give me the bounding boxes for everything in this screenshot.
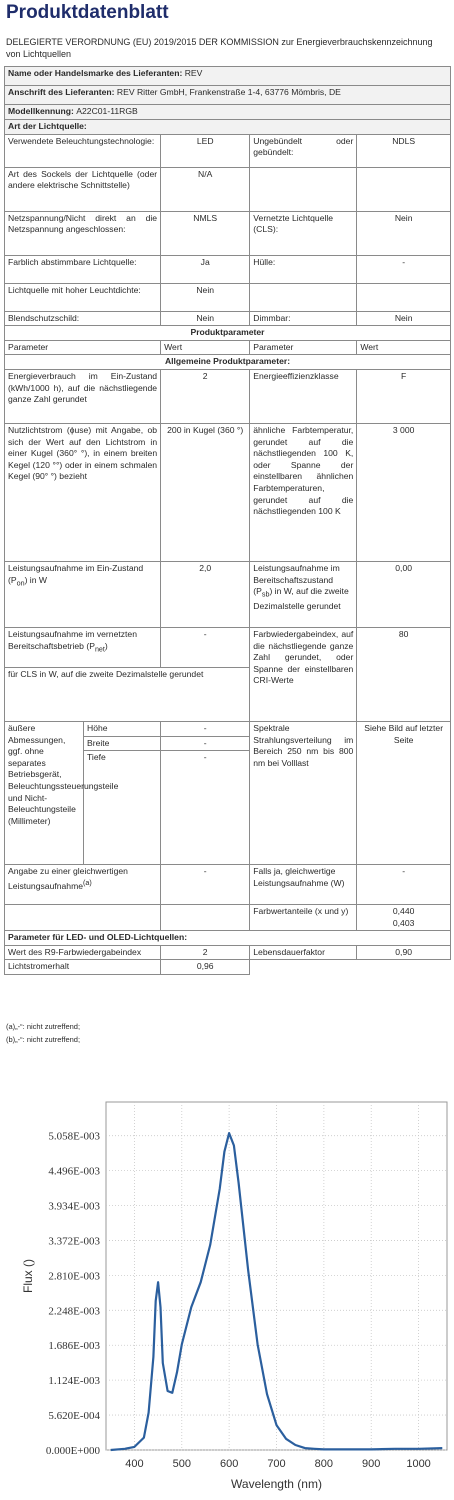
supplier-label: Name oder Handelsmarke des Lieferanten: [8, 68, 183, 78]
lt-row [5, 283, 451, 311]
lt-label: Verwendete Beleuchtungstechnologie: [5, 134, 161, 167]
footnote-b: (b)„-“: nicht zutreffend; [6, 1035, 81, 1044]
equivalent-power-value: - [161, 864, 250, 904]
lt-value: N/A [161, 167, 250, 211]
address-label: Anschrift des Lieferanten: [8, 87, 115, 97]
lighttype-header-row [5, 120, 451, 135]
empty-cell [5, 904, 161, 930]
product-params-header-row [5, 326, 451, 341]
lifetime-factor-value: 0,90 [357, 945, 451, 960]
lt-label: Hülle: [250, 255, 357, 283]
product-params-header: Produktparameter [5, 326, 451, 341]
dim-width-label: Breite [84, 737, 160, 752]
lt-label: Lichtquelle mit hoher Leuchtdichte: [5, 283, 161, 311]
power-network-value: - [161, 627, 250, 667]
lt-label [250, 167, 357, 211]
general-params-header: Allgemeine Produktparameter: [5, 355, 451, 370]
lt-label: Blendschutzschild: [5, 311, 161, 326]
lt-row [5, 311, 451, 326]
lt-row [5, 255, 451, 283]
power-on-value: 2,0 [161, 561, 250, 627]
lt-value: LED [161, 134, 250, 167]
supplier-value: REV [184, 68, 203, 78]
dim-height-value: - [161, 722, 249, 737]
lt-row [5, 134, 451, 167]
x-tick-label: 800 [314, 1458, 334, 1470]
useful-flux-value: 200 in Kugel (360 °) [161, 423, 250, 561]
power-on-label: Leistungsaufnahme im Ein-Zustand $(P_{on})$ in W [5, 561, 161, 627]
lt-label: Farblich abstimmbare Lichtquelle: [5, 255, 161, 283]
x-axis-label: Wavelength (nm) [231, 1477, 322, 1491]
equivalent-power-label: Angabe zu einer gleichwertigen Leistungsaufnahme$^{(a)}$ [5, 864, 161, 904]
model-row [5, 105, 451, 120]
y-tick-label: 0.000E+000 [45, 1445, 100, 1457]
dim-width-value: - [161, 737, 249, 752]
spectral-value: Siehe Bild auf letzter Seite [357, 721, 451, 864]
y-tick-label: 2.810E-003 [48, 1270, 100, 1283]
equivalent-watt-value: - [357, 864, 451, 904]
r9-value: 2 [161, 945, 250, 960]
energy-consumption-label: Energieverbrauch im Ein-Zustand (kWh/1000 h), auf die nächstliegende ganze Zahl gerundet [5, 369, 161, 423]
dimensions-label: äußere Abmessungen, ggf. ohne separates Betriebsgerät, Beleuchtungssteuerungsteile und Nicht-Beleuchtungsteile (Millimeter) [5, 722, 84, 864]
x-tick-label: 600 [219, 1458, 239, 1470]
energy-class-value: F [357, 369, 451, 423]
y-tick-label: 3.372E-003 [48, 1235, 100, 1248]
lt-value [357, 283, 451, 311]
lt-row [5, 167, 451, 211]
cri-label: Farbwiedergabeindex, auf die nächstliegende ganze Zahl gerundet, oder Spanne der einstellbaren CRI-Werte [250, 627, 357, 721]
dim-depth-label: Tiefe [87, 752, 106, 763]
product-datasheet-table [4, 66, 451, 975]
x-tick-label: 1000 [406, 1458, 431, 1470]
power-network-label: Leistungsaufnahme im vernetzten Bereitschaftsbetrieb $(P_{net})$ [5, 627, 161, 667]
lt-label: Art des Sockels der Lichtquelle (oder andere elektrische Schnittstelle) [5, 167, 161, 211]
lighttype-header: Art der Lichtquelle: [5, 120, 451, 135]
power-standby-value: 0,00 [357, 561, 451, 627]
model-value: A22C01-11RGB [76, 106, 138, 116]
lt-value [357, 167, 451, 211]
address-value: REV Ritter GmbH, Frankenstraße 1-4, 63776 Mömbris, DE [116, 87, 341, 97]
flux-maintenance-value: 0,96 [161, 960, 250, 975]
power-standby-label: Leistungsaufnahme im Bereitschaftszustand $(P_{sb})$ in W, auf die zweite Dezimalstelle gerundet [250, 561, 357, 627]
lt-value: Nein [161, 283, 250, 311]
footnote-a: (a)„-“: nicht zutreffend; [6, 1022, 81, 1031]
energy-row [5, 369, 451, 423]
x-tick-label: 700 [267, 1458, 286, 1470]
lifetime-factor-label: Lebensdauerfaktor [250, 945, 357, 960]
power-network-continuation: für CLS in W, auf die zweite Dezimalstelle gerundet [5, 667, 250, 721]
y-tick-label: 4.496E-003 [48, 1165, 100, 1178]
col-param-header: Parameter [250, 340, 357, 355]
r9-label: Wert des R9-Farbwiedergabeindex [5, 945, 161, 960]
lt-row [5, 211, 451, 255]
lt-label [250, 283, 357, 311]
lt-label: Ungebündelt oder gebündelt: [250, 134, 357, 167]
x-tick-label: 400 [125, 1458, 144, 1470]
lt-value: - [357, 255, 451, 283]
led-row [5, 945, 451, 960]
lt-value: Nein [357, 311, 451, 326]
dimensions-block [5, 721, 161, 864]
y-tick-label: 1.124E-003 [48, 1375, 100, 1388]
flux-maintenance-label: Lichtstromerhalt [5, 960, 161, 975]
equiv-row [5, 864, 451, 904]
supplier-row [5, 67, 451, 86]
col-param-header: Parameter [5, 340, 161, 355]
cct-label: ähnliche Farbtemperatur, gerundet auf die nächstliegenden 100 K, oder Spanne der einstellbaren ähnlichen Farbtemperaturen, gerundet auf die nächstliegenden 100 K [250, 423, 357, 561]
col-value-header: Wert [161, 340, 250, 355]
led-params-header: Parameter für LED- und OLED-Lichtquellen: [5, 931, 451, 946]
y-tick-label: 1.686E-003 [48, 1340, 100, 1353]
y-tick-label: 2.248E-003 [48, 1305, 100, 1318]
empty-cell [161, 904, 250, 930]
lt-value: Nein [357, 211, 451, 255]
lt-value: Nein [161, 311, 250, 326]
footnotes [6, 1020, 80, 1046]
dim-height-label: Höhe [84, 722, 160, 737]
model-label: Modellkennung: [8, 106, 74, 116]
column-header-row [5, 340, 451, 355]
y-axis-label: Flux () [21, 1259, 35, 1293]
energy-class-label: Energieeffizienzklasse [250, 369, 357, 423]
equivalent-watt-label: Falls ja, gleichwertige Leistungsaufnahme (W) [250, 864, 357, 904]
y-tick-label: 3.934E-003 [48, 1200, 100, 1213]
empty-cell [250, 960, 357, 975]
chromaticity-label: Farbwertanteile (x und y) [250, 904, 357, 930]
dims-row [5, 721, 451, 864]
y-tick-label: 5.058E-003 [48, 1130, 100, 1143]
x-tick-label: 500 [172, 1458, 191, 1470]
lt-value: Ja [161, 255, 250, 283]
cri-value: 80 [357, 627, 451, 721]
sheet-title: Produktdatenblatt [6, 2, 169, 23]
spectral-label: Spektrale Strahlungsverteilung im Bereich 250 nm bis 800 nm bei Volllast [250, 721, 357, 864]
general-params-header-row [5, 355, 451, 370]
lt-label: Dimmbar: [250, 311, 357, 326]
col-value-header: Wert [357, 340, 451, 355]
regulation-subtitle: DELEGIERTE VERORDNUNG (EU) 2019/2015 DER KOMMISSION zur Energieverbrauchskennzeichnung von Lichtquellen [6, 37, 433, 59]
energy-consumption-value: 2 [161, 369, 250, 423]
empty-cell [357, 960, 451, 975]
chromaticity-value: 0,440 0,403 [357, 904, 451, 930]
power-row [5, 561, 451, 627]
address-row [5, 86, 451, 105]
lt-label: Vernetzte Lichtquelle (CLS): [250, 211, 357, 255]
cct-value: 3 000 [357, 423, 451, 561]
maintenance-row [5, 960, 451, 975]
dimensions-values [161, 721, 250, 864]
lt-value: NDLS [357, 134, 451, 167]
lt-value: NMLS [161, 211, 250, 255]
flux-row [5, 423, 451, 561]
led-header-row [5, 931, 451, 946]
useful-flux-label: Nutzlichtstrom (ɸuse) mit Angabe, ob sich der Wert auf den Lichtstrom in einer Kugel (360° °), in einem breiten Kegel (120 °°) oder in einem schmalen Kegel (90° °) bezieht [5, 423, 161, 561]
chroma-row [5, 904, 451, 930]
lt-label: Netzspannung/Nicht direkt an die Netzspannung angeschlossen: [5, 211, 161, 255]
y-tick-label: 5.620E-004 [48, 1410, 100, 1423]
x-tick-label: 900 [362, 1458, 381, 1470]
dim-depth-value: - [203, 752, 207, 763]
spectrum-chart [0, 1090, 454, 1500]
network-row [5, 627, 451, 667]
